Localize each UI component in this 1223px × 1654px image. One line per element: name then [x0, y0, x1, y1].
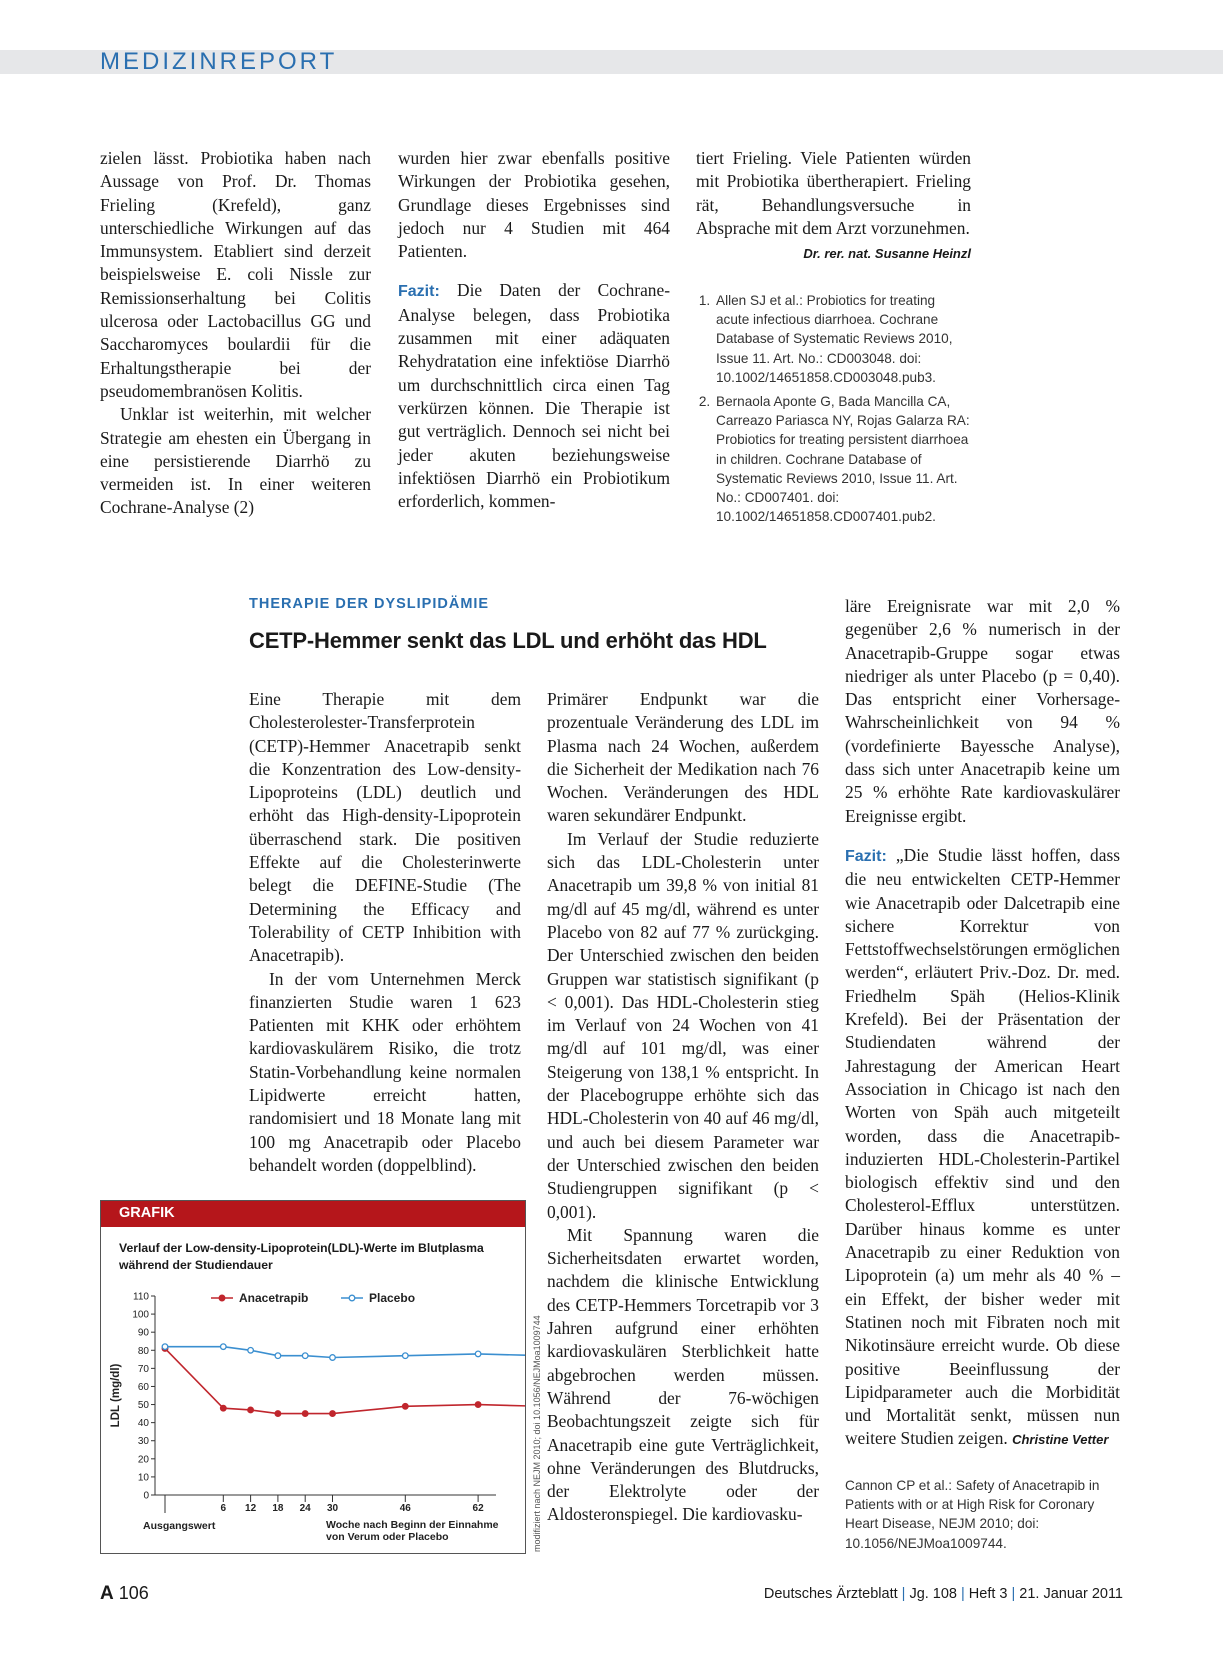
top-article-column-3: [696, 147, 971, 265]
figure-box: [100, 1200, 526, 1554]
x-tick-label: 18: [272, 1503, 284, 1514]
paragraph-text: tiert Frieling. Viele Patienten würden mit Probiotika übertherapiert. Frieling rät, Behandlungsversuche in Absprache mit dem Arzt vorzunehmen.: [696, 148, 971, 238]
data-point-placebo: [162, 1344, 168, 1350]
x-tick-label: 6: [220, 1503, 227, 1514]
x-axis-label: [326, 1519, 499, 1543]
y-tick-label: 60: [137, 1381, 149, 1393]
x-tick-label: 24: [299, 1503, 311, 1514]
data-point-anacetrapib: [248, 1407, 254, 1413]
fazit-text: „Die Studie lässt hoffen, dass die neu entwickelten CETP-Hemmer wie Anacetrapib oder Dalcetrapib eine sichere Korrektur von Fettstoffwechselstörungen ermöglichen werden“, erläutert Priv.-Doz. Dr. med. Friedhelm Späh (Helios-Klinik Krefeld). Bei der Präsentation der Studiendaten während der Jahrestagung der American Heart Association in Chicago ist nach den Worten von Späh auch mitgeteilt worden, dass die Anacetrapib-induzierten HDL-Cholesterin-Partikel biologisch effektiv sind und den Cholesterol-Efflux unterstützen. Darüber hinaus komme es unter Anacetrapib zu einer Reduktion von Lipoprotein (a) um mehr als 40 % – ein Effekt, der bisher weder mit Statinen noch mit Fibraten noch mit Nikotinsäure erreicht wurde. Ob diese positive Beeinflussung der Lipidparameter auch die Morbidität und Mortalität senkt, müssen nun weitere Studien zeigen.: [845, 844, 1120, 1449]
data-point-placebo: [403, 1353, 409, 1359]
y-tick-label: 80: [137, 1345, 149, 1357]
data-point-anacetrapib: [275, 1411, 281, 1417]
ldl-line-chart: [101, 1201, 525, 1553]
x-tick-label: 30: [326, 1503, 339, 1514]
data-point-placebo: [302, 1353, 308, 1359]
y-tick-label: 100: [132, 1309, 149, 1321]
x-tick-label: 46: [399, 1503, 411, 1514]
chart-legend: [211, 1291, 415, 1305]
legend-label: Placebo: [369, 1291, 416, 1305]
paragraph: Unklar ist weiterhin, mit welcher Strategie am ehesten ein Übergang in eine persistierende Diarrhö zu vermeiden ist. In einer weiteren Cochrane-Analyse (2): [100, 404, 371, 518]
series-line-anacetrapib: [165, 1348, 525, 1413]
paragraph: Eine Therapie mit dem Cholesterolester-Transferprotein (CETP)-Hemmer Anacetrapib senkt die Konzentration des Low-density-Lipoproteins (LDL) deutlich und erhöht das High-density-Lipoprotein überraschend stark. Die positiven Effekte auf die Cholesterinwerte belegt die DEFINE-Studie (The Determining the Efficacy and Tolerability of CETP Inhibition with Anacetrapib).: [249, 689, 521, 966]
x-tick-label: 12: [245, 1503, 257, 1514]
fazit-text: Die Daten der Cochrane-Analyse belegen, dass Probiotika zusammen mit einer adäquaten Rehydratation eine infektiöse Diarrhö um durchschnittlich circa einen Tag verkürzen können. Die Therapie ist gut verträglich. Dennoch sei nicht bei jeder akuten beziehungsweise infektiösen Diarrhö ein Probiotikum erforderlich, kommen-: [398, 280, 670, 512]
top-article-column-2: [398, 147, 670, 513]
data-point-anacetrapib: [302, 1411, 308, 1417]
y-tick-label: 110: [133, 1291, 149, 1303]
y-tick-label: 40: [137, 1418, 149, 1430]
journal-info: Deutsches Ärzteblatt | Jg. 108 | Heft 3 | 21. Januar 2011: [763, 1586, 1123, 1602]
top-article-column-1: [100, 147, 371, 520]
page-number-value: 106: [118, 1583, 149, 1603]
y-tick-label: 0: [143, 1490, 149, 1502]
y-tick-label: 30: [137, 1436, 149, 1448]
page-number: [100, 1583, 149, 1605]
x-tick-label: 62: [472, 1503, 484, 1514]
chart-axes: [110, 1292, 525, 1544]
x-axis-label-line: von Verum oder Placebo: [326, 1531, 449, 1543]
data-point-anacetrapib: [475, 1402, 481, 1408]
data-point-placebo: [330, 1355, 336, 1361]
paragraph: In der vom Unternehmen Merck finanzierten Studie waren 1 623 Patienten mit KHK oder erhöhtem kardiovaskulärem Risiko, die trotz Statin-Vorbehandlung keine normalen Lipidwerte erreicht hatten, randomisiert und 18 Monate lang mit 100 mg Anacetrapib oder Placebo behandelt worden (doppelblind).: [249, 968, 521, 1175]
fazit-label: Fazit:: [845, 847, 887, 865]
fazit-label: Fazit:: [398, 283, 440, 301]
paragraph: Primärer Endpunkt war die prozentuale Veränderung des LDL im Plasma nach 24 Wochen, außerdem die Sicherheit der Medikation nach 76 Wochen. Veränderungen des HDL waren sekundärer Endpunkt.: [547, 689, 819, 826]
y-tick-label: 50: [137, 1400, 149, 1412]
data-point-placebo: [248, 1347, 254, 1353]
paragraph: Im Verlauf der Studie reduzierte sich das LDL-Cholesterin unter Anacetrapib um 39,8 % von initial 81 mg/dl auf 45 mg/dl, während es unter Placebo von 82 auf 77 % zurückging. Der Unterschied zwischen den beiden Gruppen war statistisch signifikant (p < 0,001). Das HDL-Cholesterin stieg im Verlauf von 24 Wochen von 41 mg/dl auf 101 mg/dl, was einer Steigerung von 138,1 % entspricht. In der Placebogruppe erhöhte sich das HDL-Cholesterin von 40 auf 46 mg/dl, und auch bei diesem Parameter war der Unterschied zwischen den beiden Studiengruppen signifikant (p < 0,001).: [547, 828, 819, 1222]
y-tick-label: 70: [137, 1363, 149, 1375]
page-prefix: A: [100, 1583, 114, 1604]
article-kicker: THERAPIE DER DYSLIPIDÄMIE: [249, 596, 490, 612]
paragraph: läre Ereignisrate war mit 2,0 % gegenüber 2,6 % numerisch in der Anacetrapib-Gruppe sogar etwas niedriger als unter Placebo (p = 0,40). Das entspricht einer Vorhersage-Wahrscheinlichkeit von 94 % (vordefinierte Bayessche Analyse), dass sich unter Anacetrapib keine um 25 % erhöhte Rate kardiovaskulärer Ereignisse ergibt.: [845, 596, 1120, 826]
paragraph: wurden hier zwar ebenfalls positive Wirkungen der Probiotika gesehen, Grundlage dieses Ergebnisses sind jedoch nur 4 Studien mit 464 Patienten.: [398, 148, 670, 262]
legend-swatch-marker: [349, 1295, 355, 1301]
data-point-anacetrapib: [403, 1404, 409, 1410]
journal-date: 21. Januar 2011: [1019, 1586, 1123, 1602]
author-credit: Christine Vetter: [1012, 1432, 1109, 1448]
journal-issue: Heft 3: [968, 1586, 1008, 1602]
journal-name: Deutsches Ärzteblatt: [763, 1586, 898, 1602]
paragraph: Mit Spannung waren die Sicherheitsdaten erwartet worden, nachdem die klinische Entwicklung des CETP-Hemmers Torcetrapib vor 3 Jahren aufgrund einer erhöhten kardiovaskulären Sterblichkeit hatte abgebrochen werden müssen. Während der 76-wöchigen Beobachtungszeit zeigte sich für Anacetrapib eine gute Verträglichkeit, ohne Veränderungen des Blutdrucks, der Elektrolyte oder der Aldosteronspiegel. Die kardiovasku-: [547, 1224, 819, 1525]
data-point-anacetrapib: [221, 1405, 227, 1411]
series-line-placebo: [165, 1347, 525, 1358]
legend-swatch-marker: [219, 1295, 225, 1301]
author-credit: Dr. rer. nat. Susanne Heinzl: [803, 246, 971, 262]
reference-list: [696, 291, 971, 531]
legend-label: Anacetrapib: [239, 1291, 309, 1305]
fazit-paragraph: [398, 279, 670, 513]
x-axis-label-line: Woche nach Beginn der Einnahme: [326, 1519, 499, 1531]
fazit-paragraph: [845, 844, 1120, 1452]
section-label: MEDIZINREPORT: [100, 48, 338, 75]
figure-label: GRAFIK: [119, 1205, 175, 1221]
reference-item: 2. Bernaola Aponte G, Bada Mancilla CA, Carreazo Pariasca NY, Rojas Galarza RA: Probiotics for treating persistent diarrhoea in children. Cochrane Database of Systematic Reviews 2010, Issue 11. Art. No.: CD007401. doi: 10.1002/14651858.CD007401.pub2.: [714, 392, 971, 526]
chart-title: Verlauf der Low-density-Lipoprotein(LDL)-Werte im Blutplasma während der Studiendauer: [119, 1241, 484, 1272]
baseline-label: Ausgangswert: [143, 1520, 216, 1532]
data-point-placebo: [475, 1351, 481, 1357]
y-tick-label: 90: [137, 1327, 149, 1339]
reference-item: 1. Allen SJ et al.: Probiotics for treating acute infectious diarrhoea. Cochrane Database of Systematic Reviews 2010, Issue 11. Art. No.: CD003048. doi: 10.1002/14651858.CD003048.pub3.: [714, 291, 971, 387]
paragraph: [696, 147, 971, 262]
journal-volume: Jg. 108: [909, 1586, 958, 1602]
main-article-column-1: [249, 688, 521, 1177]
main-article-column-3: [845, 595, 1120, 1452]
article-headline: CETP-Hemmer senkt das LDL und erhöht das HDL: [249, 628, 767, 653]
chart-series: [162, 1344, 525, 1417]
data-point-anacetrapib: [330, 1411, 336, 1417]
main-article-column-2: [547, 688, 819, 1527]
main-reference: Cannon CP et al.: Safety of Anacetrapib in Patients with or at High Risk for Coronary Heart Disease, NEJM 2010; doi: 10.1056/NEJMoa1009744.: [845, 1478, 1100, 1551]
data-point-placebo: [275, 1353, 281, 1359]
y-tick-label: 10: [137, 1472, 149, 1484]
paragraph: zielen lässt. Probiotika haben nach Aussage von Prof. Dr. Thomas Frieling (Krefeld), ganz unterschiedliche Wirkungen auf das Immunsystem. Etabliert sind derzeit beispielsweise E. coli Nissle zur Remissionserhaltung bei Colitis ulcerosa oder Lactobacillus GG und Saccharomyces boulardii für die Erhaltungstherapie bei der pseudomembranösen Kolitis.: [100, 148, 371, 401]
data-point-placebo: [221, 1344, 227, 1350]
figure-credit: modifiziert nach NEJM 2010; doi 10.1056/NEJMoa1009744: [532, 1315, 542, 1552]
y-axis-label: LDL (mg/dl): [110, 1363, 122, 1428]
y-tick-label: 20: [137, 1454, 149, 1466]
